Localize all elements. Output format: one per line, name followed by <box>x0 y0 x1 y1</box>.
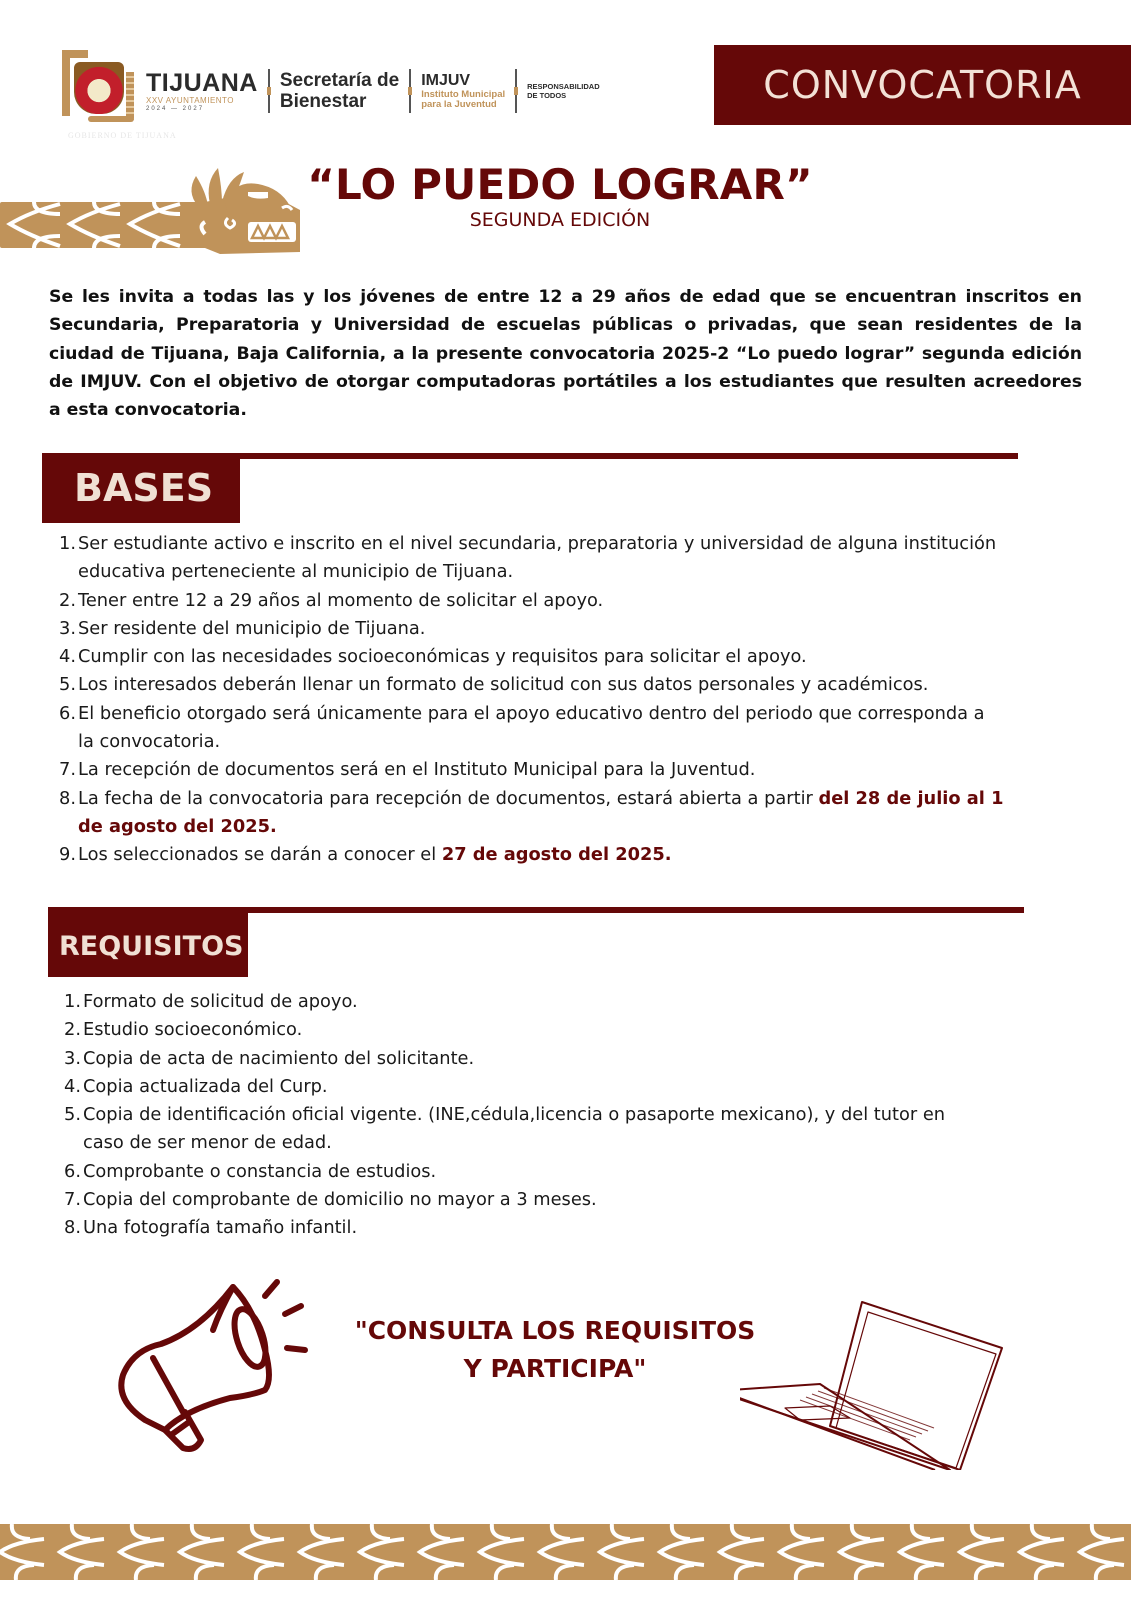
convocatoria-banner <box>714 45 1131 125</box>
list-item: 2. Tener entre 12 a 29 años al momento de solicitar el apoyo. <box>59 589 604 611</box>
list-item: 8. La fecha de la convocatoria para recepción de documentos, estará abierta a partir del 28 de julio al 1 de agosto del 2025. <box>59 787 1004 837</box>
logo-divider <box>268 69 270 113</box>
list-item: 2. Estudio socioeconómico. <box>64 1019 303 1041</box>
requisitos-list <box>55 988 1035 1243</box>
list-item: 7. Copia del comprobante de domicilio no mayor a 3 meses. <box>64 1189 597 1211</box>
list-item: 1. Formato de solicitud de apoyo. <box>64 991 358 1012</box>
list-item: 5. Los interesados deberán llenar un formato de solicitud con sus datos personales y académicos. <box>59 674 929 696</box>
bases-heading: BASES <box>74 466 214 510</box>
secretaria-logo <box>280 70 399 112</box>
list-item: 1. Ser estudiante activo e inscrito en el nivel secundaria, preparatoria y universidad de alguna institución educativa perteneciente al municipio de Tijuana. <box>59 533 997 583</box>
cta-line1: "CONSULTA LOS REQUISITOS <box>354 1316 756 1345</box>
list-item: 6. Comprobante o constancia de estudios. <box>64 1160 437 1182</box>
list-item: 4. Copia actualizada del Curp. <box>64 1075 328 1097</box>
edition-subtitle: SEGUNDA EDICIÓN <box>469 209 651 231</box>
tijuana-logo <box>146 70 258 113</box>
requisitos-heading: REQUISITOS <box>59 930 244 962</box>
bases-list <box>50 530 1030 870</box>
logo-imjuv: IMJUV <box>421 72 471 89</box>
logo-divider <box>515 69 517 113</box>
logo-imjuv-sub1: Instituto Municipal <box>421 89 506 100</box>
date-highlight: del 28 de julio al 1 de agosto del 2025. <box>78 787 1004 837</box>
list-item: 6. El beneficio otorgado será únicamente para el apoyo educativo dentro del periodo que corresponda a la convocatoria. <box>59 702 985 753</box>
banner-text: CONVOCATORIA <box>763 63 1082 107</box>
cta-message <box>330 1312 780 1388</box>
faint-caption: GOBIERNO DE TIJUANA <box>68 131 177 140</box>
list-item: 5. Copia de identificación oficial vigente. (INE,cédula,licencia o pasaporte mexicano), y del tutor en caso de ser menor de edad. <box>64 1104 946 1154</box>
list-item: 3. Copia de acta de nacimiento del solicitante. <box>64 1047 475 1069</box>
logo-secretaria-line1: Secretaría de <box>279 70 400 91</box>
responsabilidad-logo <box>527 82 600 100</box>
serpent-border-icon <box>0 1524 1131 1580</box>
logo-resp-line1: RESPONSABILIDAD <box>527 82 600 91</box>
list-item: 4. Cumplir con las necesidades socioeconómicas y requisitos para solicitar el apoyo. <box>59 646 807 668</box>
intro-paragraph: Se les invita a todas las y los jóvenes de entre 12 a 29 años de edad que se encuentran inscritos en Secundaria, Preparatoria y Universidad de escuelas públicas o privadas, que sean residentes de la ciudad de Tijuana, Baja California, a la presente convocatoria 2025-2 “Lo puedo lograr” segunda edición de IMJUV. Con el objetivo de otorgar computadoras portátiles a los estudiantes que resulten acreedores a esta convocatoria. <box>49 287 1082 421</box>
requisitos-heading-tab <box>48 907 248 977</box>
list-item: 9. Los seleccionados se darán a conocer el 27 de agosto del 2025. <box>59 844 672 866</box>
megaphone-icon <box>105 1270 335 1460</box>
header-logos <box>62 46 600 136</box>
serpent-ornament-icon <box>0 162 310 262</box>
tijuana-crest-icon <box>62 50 140 132</box>
laptop-icon <box>740 1300 1040 1470</box>
cta-line2: Y PARTICIPA" <box>463 1354 647 1383</box>
logo-city-sub: XXV AYUNTAMIENTO <box>146 95 235 105</box>
list-item: 7. La recepción de documentos será en el Instituto Municipal para la Juventud. <box>59 759 756 781</box>
logo-imjuv-sub2: para la Juventud <box>421 99 497 110</box>
list-item: 3. Ser residente del municipio de Tijuana. <box>59 617 426 639</box>
bases-heading-tab <box>42 453 240 523</box>
list-item: 8. Una fotografía tamaño infantil. <box>64 1217 358 1239</box>
logo-secretaria-line2: Bienestar <box>279 91 367 112</box>
imjuv-logo <box>421 72 505 110</box>
page-title: “LO PUEDO LOGRAR” <box>307 160 813 209</box>
logo-city: TIJUANA <box>146 68 258 97</box>
logo-resp-line2: DE TODOS <box>527 91 567 100</box>
logo-city-years: 2024 — 2027 <box>146 105 205 112</box>
date-highlight: 27 de agosto del 2025. <box>441 844 672 866</box>
logo-divider <box>409 69 411 113</box>
